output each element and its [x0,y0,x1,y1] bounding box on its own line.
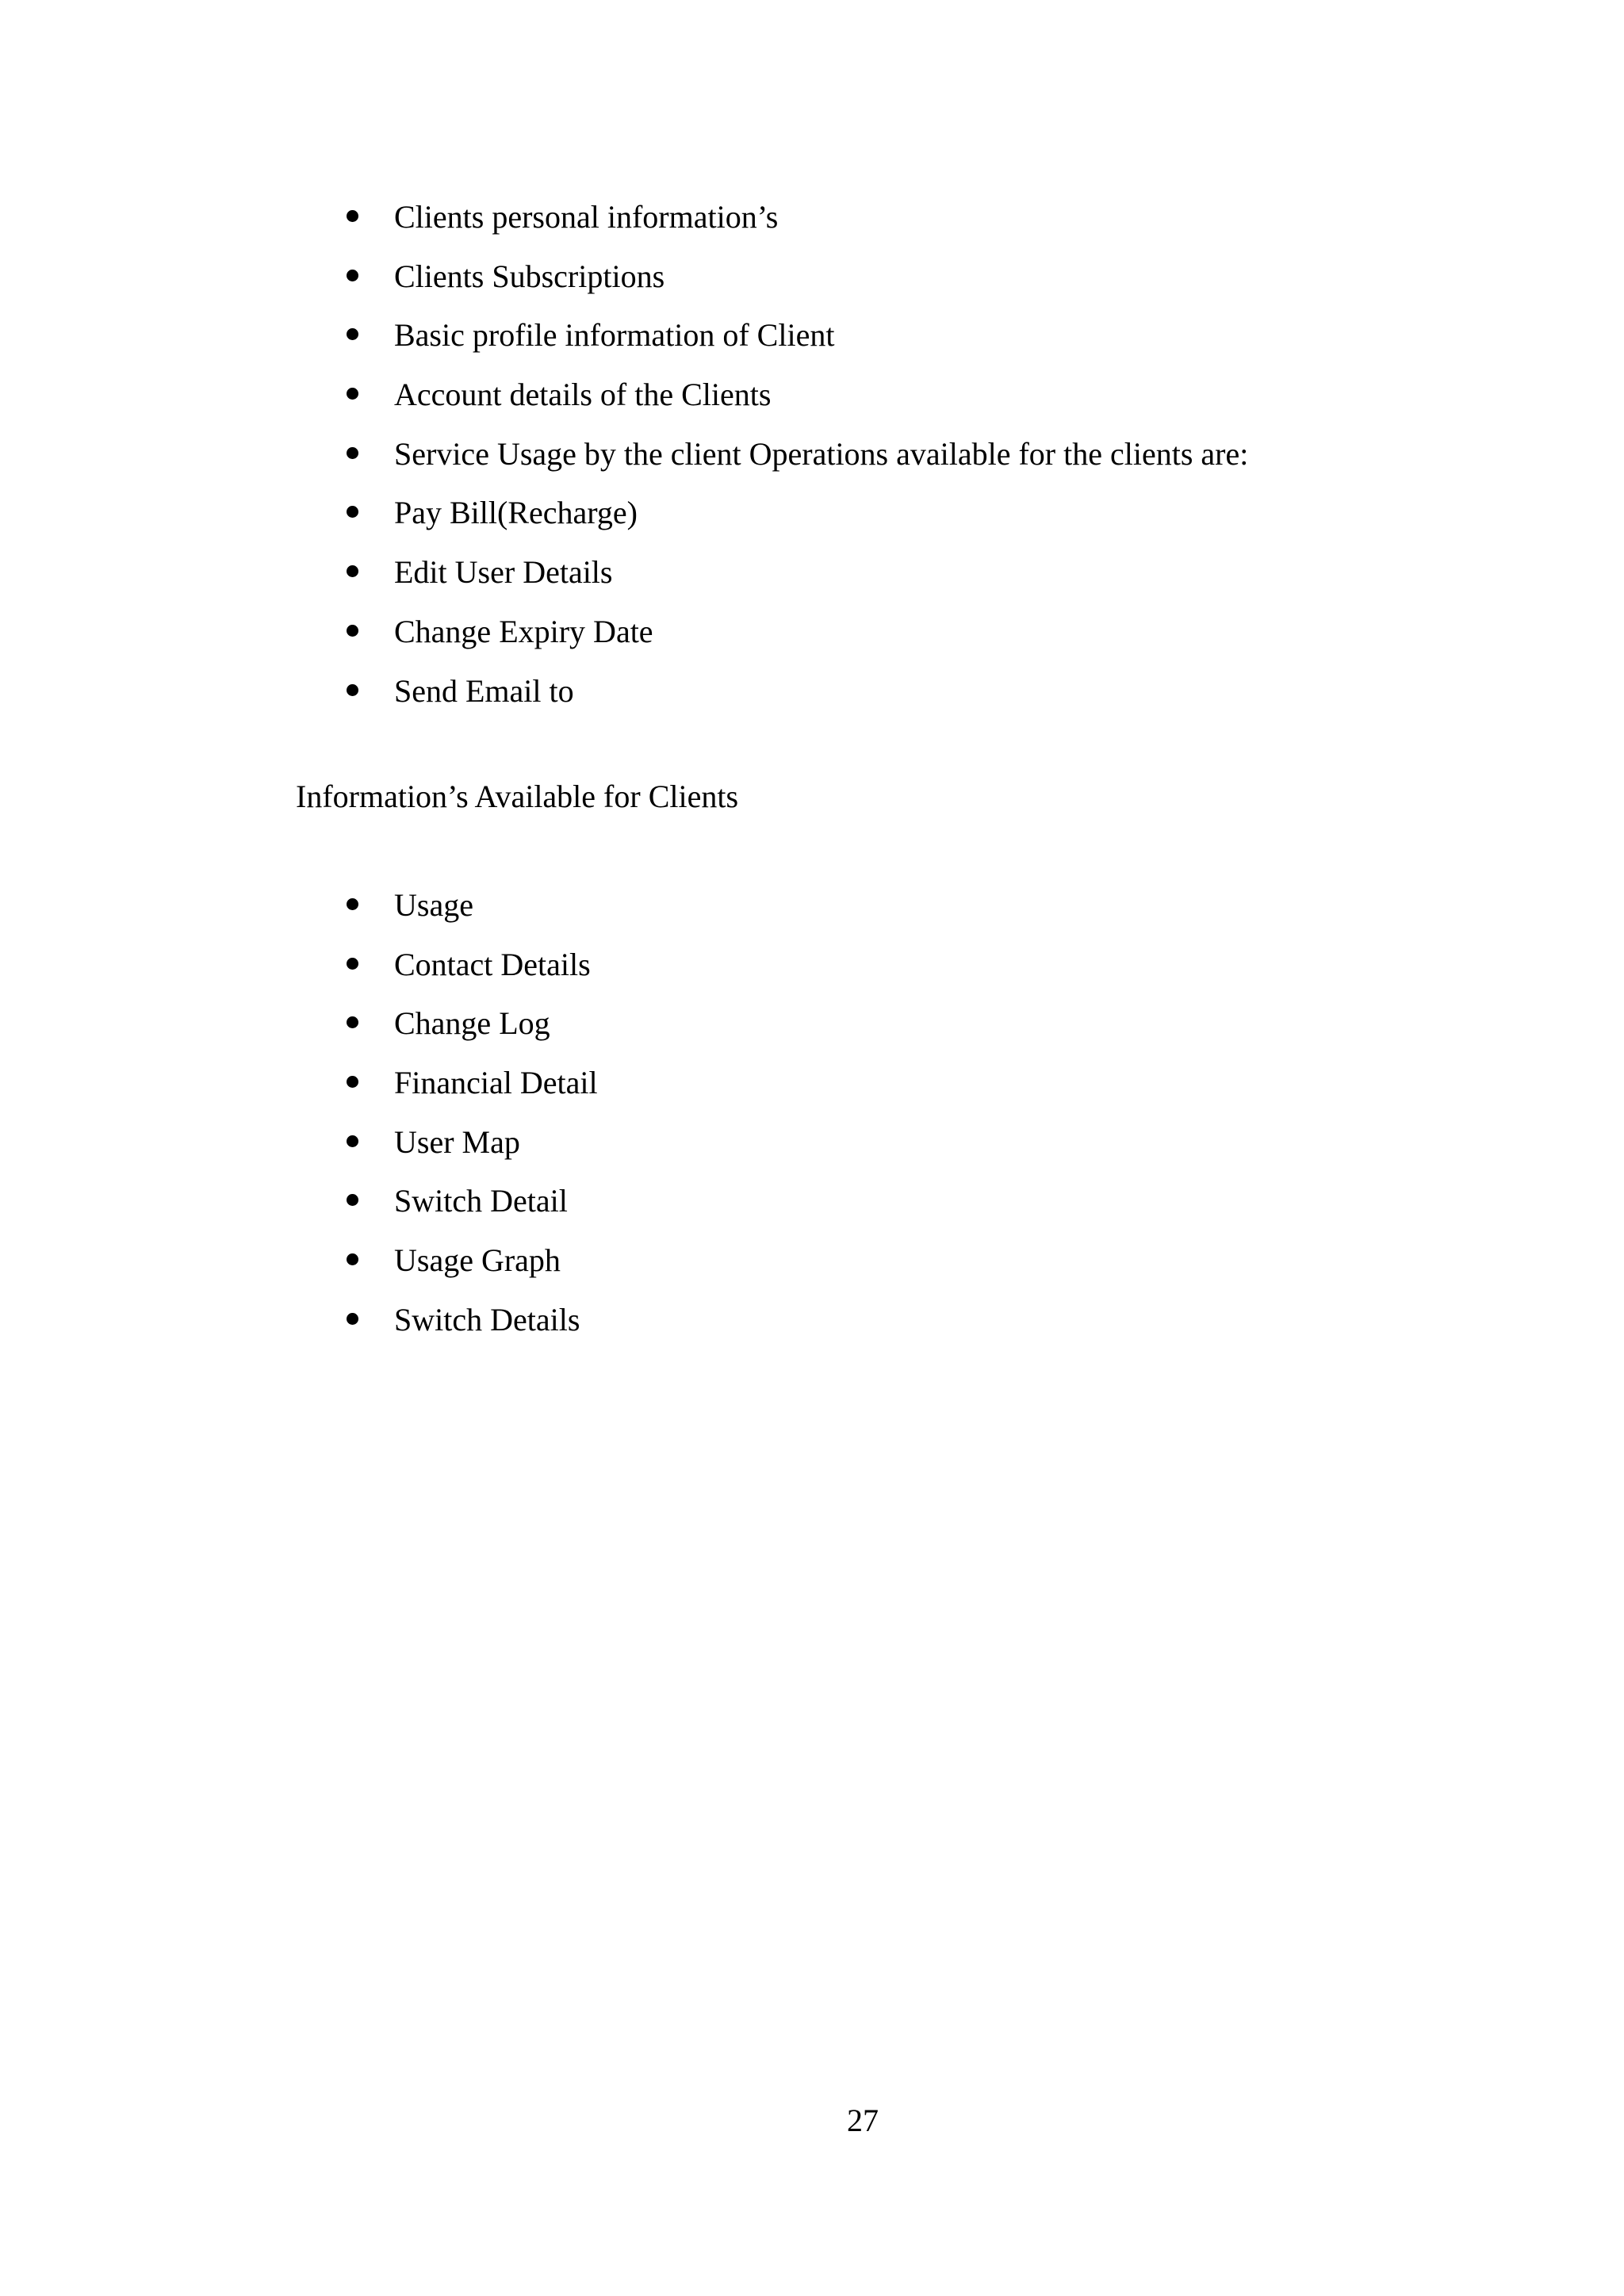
bullet-icon [347,447,358,459]
list-item-text: Usage [394,887,473,923]
list-item [0,1296,1427,1356]
list-item [0,489,1427,549]
list-item [0,608,1427,668]
list-item [0,371,1427,430]
list-item-text: Switch Details [394,1301,580,1337]
bullet-icon [347,1016,358,1028]
list-item-text: Edit User Details [394,554,613,591]
list-item [0,193,1427,253]
list-item-text: Pay Bill(Recharge) [394,495,638,531]
list-item [0,1059,1427,1119]
list-item [0,549,1427,608]
list-item [0,253,1427,312]
list-item-text: Change Log [394,1005,550,1042]
list-item-text: Contact Details [394,946,591,982]
list-item [0,1119,1427,1178]
list-item-text: Change Expiry Date [394,613,653,649]
bullet-icon [347,1253,358,1265]
list-item-text: Financial Detail [394,1065,598,1101]
list-item [0,1177,1427,1237]
bullet-icon [347,1313,358,1325]
list-item [0,882,1427,941]
available-info-list [0,882,1427,1356]
list-item-text: Switch Detail [394,1183,568,1219]
bullet-icon [347,1194,358,1206]
list-item-text: Basic profile information of Client [394,317,835,354]
bullet-icon [347,1135,358,1147]
bullet-icon [347,565,358,577]
list-item [0,430,1427,490]
list-item-text: Send Email to [394,672,574,709]
list-item-text: Clients personal information’s [394,199,779,235]
list-item [0,1000,1427,1059]
bullet-icon [347,270,358,281]
bullet-icon [347,958,358,970]
bullet-icon [347,388,358,400]
list-item-text: Usage Graph [394,1242,561,1279]
list-item-text: Service Usage by the client Operations available for the clients are: [394,435,1249,472]
bullet-icon [347,506,358,518]
bullet-icon [347,1076,358,1088]
client-info-list [0,193,1427,726]
list-item-text: Account details of the Clients [394,377,772,413]
section-heading: Information’s Available for Clients [296,779,739,814]
list-item [0,941,1427,1001]
list-item [0,312,1427,371]
bullet-icon [347,684,358,696]
page-number: 27 [847,2103,879,2138]
bullet-icon [347,898,358,910]
bullet-icon [347,625,358,637]
list-item-text: User Map [394,1123,520,1160]
list-item [0,1237,1427,1296]
bullet-icon [347,328,358,340]
list-item-text: Clients Subscriptions [394,258,665,294]
list-item [0,668,1427,727]
bullet-icon [347,210,358,222]
